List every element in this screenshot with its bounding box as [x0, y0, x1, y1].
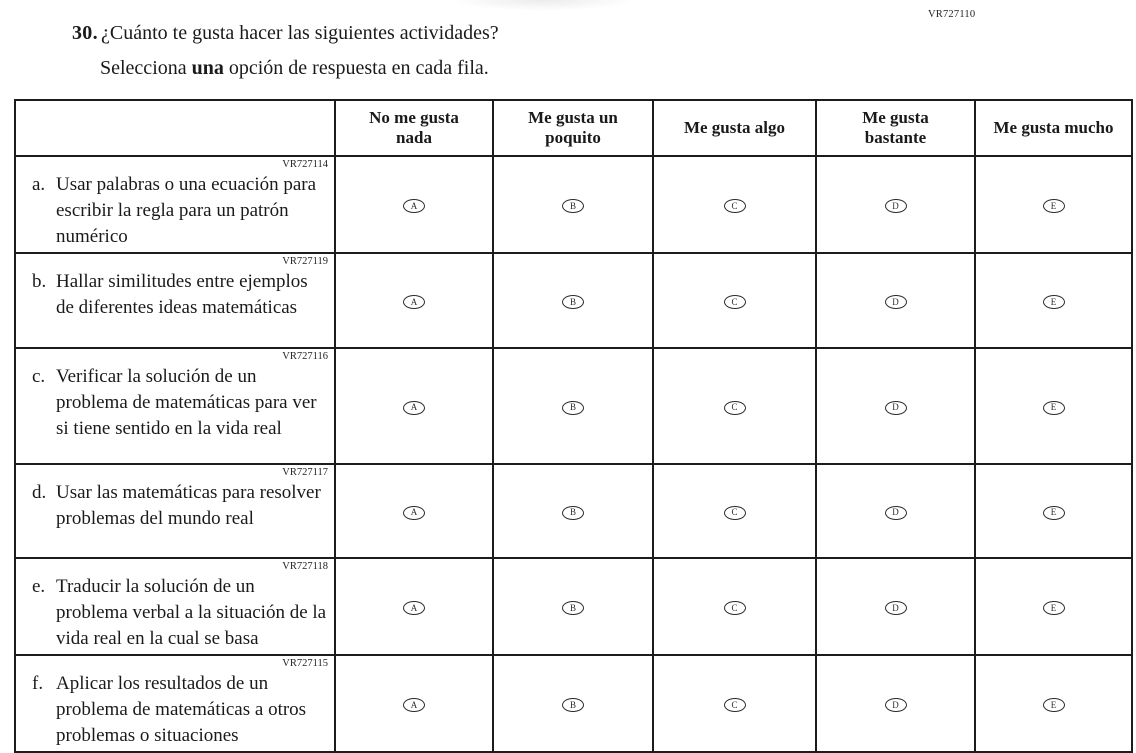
- bubble-letter: A: [410, 402, 418, 412]
- bubble-letter: E: [1050, 200, 1057, 211]
- option-bubble-b-C[interactable]: [724, 295, 746, 309]
- bubble-letter: D: [892, 602, 899, 613]
- bubble-letter: C: [731, 699, 738, 710]
- item-code: VR727115: [282, 658, 328, 669]
- bubble-letter: A: [410, 602, 418, 613]
- option-cell: [975, 253, 1132, 348]
- option-bubble-f-A[interactable]: [403, 698, 425, 712]
- option-cell: [975, 348, 1132, 464]
- bubble-letter: C: [731, 200, 738, 211]
- bubble-letter: C: [731, 296, 738, 307]
- item-text: Traducir la solución de un problema verbal a la situación de la vida real en la cual se basa: [56, 576, 327, 649]
- option-cell: [653, 253, 816, 348]
- instruction-prefix: Selecciona: [100, 57, 192, 79]
- option-bubble-f-C[interactable]: [724, 698, 746, 712]
- option-cell: [975, 655, 1132, 752]
- option-bubble-a-C[interactable]: [724, 199, 746, 213]
- item-code: VR727119: [282, 256, 328, 267]
- option-cell: [653, 558, 816, 655]
- bubble-letter: D: [892, 296, 899, 307]
- option-cell: [816, 558, 975, 655]
- option-bubble-d-E[interactable]: [1043, 506, 1065, 520]
- option-cell: [335, 655, 493, 752]
- item-letter: d.: [32, 482, 47, 503]
- option-bubble-e-B[interactable]: [562, 601, 584, 615]
- option-cell: [653, 655, 816, 752]
- bubble-letter: A: [410, 296, 418, 307]
- option-bubble-c-A[interactable]: [403, 401, 425, 415]
- option-cell: [975, 558, 1132, 655]
- item-cell-b: [15, 253, 335, 348]
- header-row: [15, 100, 1132, 156]
- option-cell: [335, 464, 493, 558]
- option-bubble-a-D[interactable]: [885, 199, 907, 213]
- bubble-letter: D: [892, 699, 899, 710]
- option-bubble-c-E[interactable]: [1043, 401, 1065, 415]
- option-cell: [335, 253, 493, 348]
- bubble-letter: C: [731, 402, 738, 412]
- option-bubble-c-D[interactable]: [885, 401, 907, 415]
- option-cell: [493, 253, 653, 348]
- bubble-letter: B: [569, 200, 576, 211]
- instruction-line: [100, 55, 832, 81]
- bubble-letter: A: [410, 507, 418, 517]
- option-cell: [816, 156, 975, 253]
- option-bubble-e-D[interactable]: [885, 601, 907, 615]
- column-header-me-gusta-bastante: [816, 100, 975, 156]
- option-cell: [653, 348, 816, 464]
- option-bubble-a-E[interactable]: [1043, 199, 1065, 213]
- option-bubble-e-E[interactable]: [1043, 601, 1065, 615]
- option-cell: [335, 348, 493, 464]
- option-cell: [816, 348, 975, 464]
- option-cell: [335, 156, 493, 253]
- item-letter: e.: [32, 576, 46, 597]
- option-bubble-d-A[interactable]: [403, 506, 425, 520]
- option-bubble-d-D[interactable]: [885, 506, 907, 520]
- bubble-letter: D: [892, 402, 899, 412]
- option-bubble-e-C[interactable]: [724, 601, 746, 615]
- item-text: Aplicar los resultados de un problema de matemáticas a otros problemas o situaciones: [56, 673, 307, 746]
- item-text: Verificar la solución de un problema de matemáticas para ver si tiene sentido en la vida real: [56, 366, 317, 439]
- question-text: ¿Cuánto te gusta hacer las siguientes actividades?: [101, 22, 499, 44]
- option-bubble-b-D[interactable]: [885, 295, 907, 309]
- table-row-b: [15, 253, 1132, 348]
- option-cell: [975, 464, 1132, 558]
- column-header-no-me-gusta-nada: [335, 100, 493, 156]
- bubble-letter: E: [1050, 507, 1057, 517]
- instruction-suffix: opción de respuesta en cada fila.: [223, 57, 489, 79]
- bubble-letter: E: [1050, 402, 1057, 412]
- bubble-letter: D: [892, 200, 899, 211]
- option-bubble-d-C[interactable]: [724, 506, 746, 520]
- option-bubble-f-E[interactable]: [1043, 698, 1065, 712]
- item-letter: f.: [32, 673, 44, 694]
- option-cell: [335, 558, 493, 655]
- option-bubble-c-C[interactable]: [724, 401, 746, 415]
- table-row-a: [15, 156, 1132, 253]
- option-bubble-f-B[interactable]: [562, 698, 584, 712]
- column-header-label: Me gusta algo: [683, 118, 786, 137]
- question-number: 30.: [72, 22, 98, 44]
- bubble-letter: C: [731, 507, 738, 517]
- rating-matrix-table: [14, 99, 1133, 753]
- column-header-me-gusta-un-poquito: [493, 100, 653, 156]
- bubble-letter: B: [569, 507, 576, 517]
- option-bubble-a-A[interactable]: [403, 199, 425, 213]
- item-cell-d: [15, 464, 335, 558]
- bubble-letter: B: [569, 699, 576, 710]
- item-code: VR727118: [282, 561, 328, 572]
- bubble-letter: E: [1050, 699, 1057, 710]
- item-code: VR727117: [282, 467, 328, 478]
- item-letter: b.: [32, 271, 47, 292]
- table-row-f: [15, 655, 1132, 752]
- option-bubble-c-B[interactable]: [562, 401, 584, 415]
- corner-cell: [15, 100, 335, 156]
- option-cell: [493, 558, 653, 655]
- option-cell: [816, 464, 975, 558]
- option-bubble-f-D[interactable]: [885, 698, 907, 712]
- option-cell: [493, 464, 653, 558]
- option-bubble-b-E[interactable]: [1043, 295, 1065, 309]
- item-text: Usar las matemáticas para resolver problemas del mundo real: [56, 482, 321, 529]
- item-letter: a.: [32, 174, 46, 195]
- option-cell: [653, 156, 816, 253]
- item-cell-c: [15, 348, 335, 464]
- item-text: Hallar similitudes entre ejemplos de diferentes ideas matemáticas: [56, 271, 308, 318]
- bubble-letter: C: [731, 602, 738, 613]
- item-letter: c.: [32, 366, 46, 387]
- option-cell: [816, 253, 975, 348]
- cutoff-overlay-smudge: [418, 0, 668, 12]
- bubble-letter: A: [410, 699, 418, 710]
- option-bubble-a-B[interactable]: [562, 199, 584, 213]
- bubble-letter: B: [569, 402, 576, 412]
- option-cell: [493, 655, 653, 752]
- page-code: VR727110: [928, 9, 976, 20]
- option-bubble-e-A[interactable]: [403, 601, 425, 615]
- bubble-letter: E: [1050, 296, 1057, 307]
- item-text: Usar palabras o una ecuación para escribir la regla para un patrón numérico: [56, 174, 317, 247]
- item-code: VR727114: [282, 159, 328, 170]
- column-header-label: Me gusta un poquito: [528, 108, 618, 147]
- column-header-me-gusta-algo: [653, 100, 816, 156]
- option-cell: [975, 156, 1132, 253]
- column-header-label: No me gusta nada: [369, 108, 459, 147]
- option-cell: [493, 156, 653, 253]
- bubble-letter: E: [1050, 602, 1057, 613]
- table-row-e: [15, 558, 1132, 655]
- bubble-letter: A: [410, 200, 418, 211]
- question-block: [72, 20, 832, 81]
- option-cell: [653, 464, 816, 558]
- option-bubble-b-B[interactable]: [562, 295, 584, 309]
- option-cell: [493, 348, 653, 464]
- table-row-d: [15, 464, 1132, 558]
- column-header-me-gusta-mucho: [975, 100, 1132, 156]
- column-header-label: Me gusta bastante: [862, 108, 929, 147]
- item-cell-a: [15, 156, 335, 253]
- option-cell: [816, 655, 975, 752]
- option-bubble-d-B[interactable]: [562, 506, 584, 520]
- item-cell-f: [15, 655, 335, 752]
- column-header-label: Me gusta mucho: [993, 118, 1114, 137]
- bubble-letter: D: [892, 507, 899, 517]
- bubble-letter: B: [569, 296, 576, 307]
- option-bubble-b-A[interactable]: [403, 295, 425, 309]
- instruction-bold-word: una: [191, 57, 224, 79]
- item-code: VR727116: [282, 351, 328, 362]
- bubble-letter: B: [569, 602, 576, 613]
- table-row-c: [15, 348, 1132, 464]
- item-cell-e: [15, 558, 335, 655]
